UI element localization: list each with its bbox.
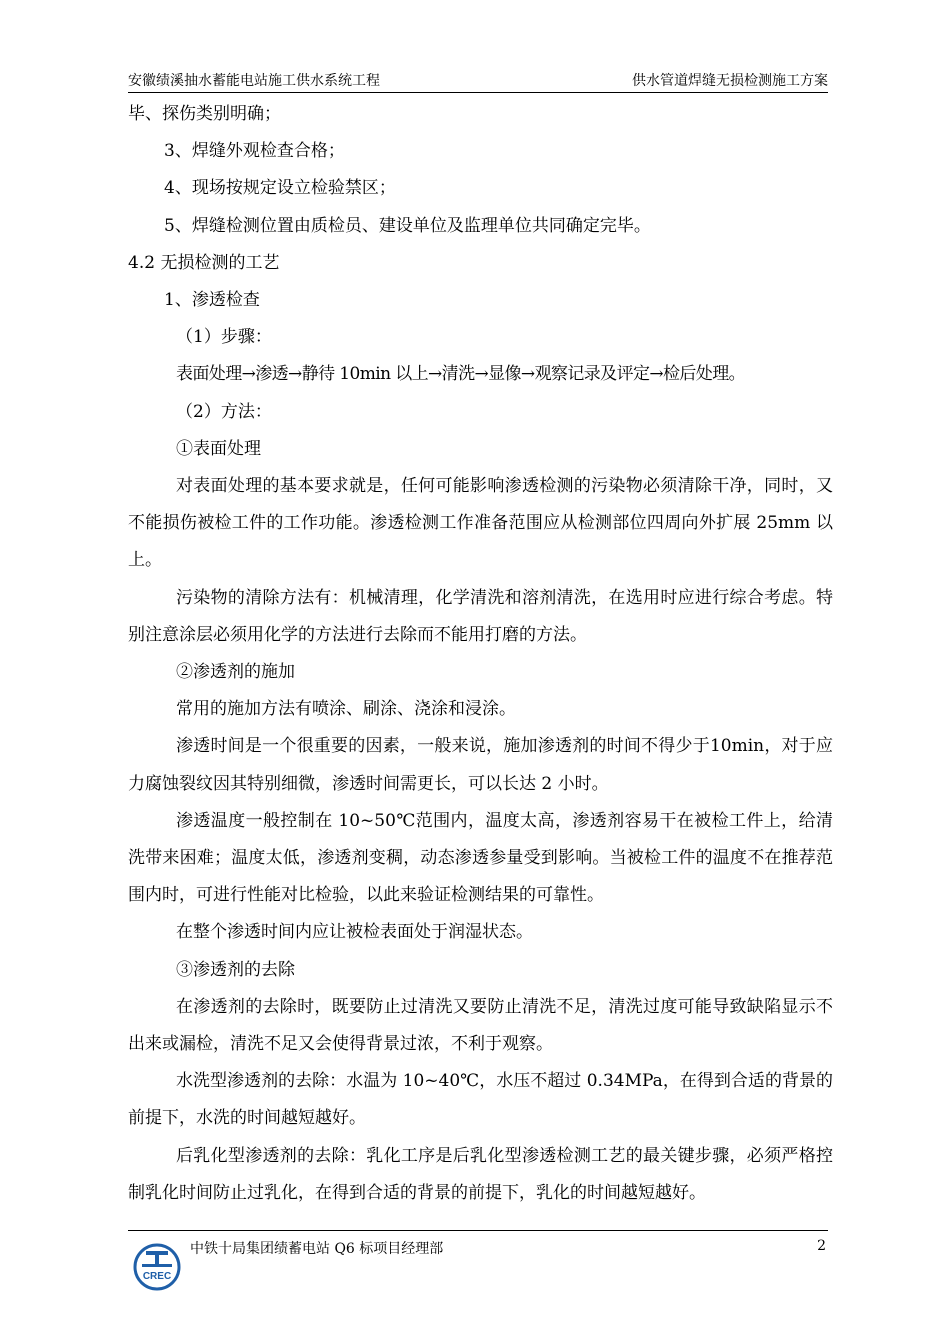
footer-rule <box>128 1230 828 1231</box>
body-paragraph: 水洗型渗透剂的去除：水温为 10~40℃，水压不超过 0.34MPa，在得到合适的背景的前提下，水洗的时间越短越好。 <box>128 1071 833 1129</box>
company-logo-icon <box>132 1242 182 1292</box>
method-heading: ①表面处理 <box>176 438 261 459</box>
step-heading: （1）步骤： <box>176 327 272 348</box>
footer-organization: 中铁十局集团绩蓄电站 Q6 标项目经理部 <box>190 1241 444 1257</box>
body-paragraph: 污染物的清除方法有：机械清理，化学清洗和溶剂清洗，在选用时应进行综合考虑。特别注意涂层必须用化学的方法进行去除而不能用打磨的方法。 <box>128 587 833 645</box>
method-heading: ③渗透剂的去除 <box>176 959 295 980</box>
subsection-heading: 1、渗透检查 <box>164 290 260 311</box>
body-line: 毕、探伤类别明确； <box>128 104 281 124</box>
page-footer <box>128 1230 828 1320</box>
page-header <box>128 70 828 93</box>
body-line: 在整个渗透时间内应让被检表面处于润湿状态。 <box>176 922 533 943</box>
body-paragraph: 渗透温度一般控制在 10~50℃范围内，温度太高，渗透剂容易干在被检工件上，给清洗带来困难；温度太低，渗透剂变稠，动态渗透参量受到影响。当被检工件的温度不在推荐范围内时，可进行性能对比检验，以此来验证检测结果的可靠性。 <box>128 810 833 906</box>
body-line: 3、焊缝外观检查合格； <box>164 141 345 162</box>
body-line: 常用的施加方法有喷涂、刷涂、浇涂和浸涂。 <box>176 699 516 720</box>
page-number: 2 <box>817 1238 826 1254</box>
body-line: 表面处理→渗透→静待 10min 以上→清洗→显像→观察记录及评定→检后处理。 <box>176 364 746 385</box>
header-document-title: 供水管道焊缝无损检测施工方案 <box>632 73 828 89</box>
body-line: 4、现场按规定设立检验禁区； <box>164 178 396 199</box>
logo-text: CREC <box>142 1271 172 1282</box>
body-paragraph: 后乳化型渗透剂的去除：乳化工序是后乳化型渗透检测工艺的最关键步骤，必须严格控制乳化时间防止过乳化，在得到合适的背景的前提下，乳化的时间越短越好。 <box>128 1145 833 1203</box>
body-paragraph: 渗透时间是一个很重要的因素，一般来说，施加渗透剂的时间不得少于10min，对于应力腐蚀裂纹因其特别细微，渗透时间需更长，可以长达 2 小时。 <box>128 736 833 794</box>
body-paragraph: 对表面处理的基本要求就是，任何可能影响渗透检测的污染物必须清除干净，同时，又不能损伤被检工件的工作功能。渗透检测工作准备范围应从检测部位四周向外扩展 25mm 以上。 <box>128 476 833 571</box>
section-heading: 4.2 无损检测的工艺 <box>128 252 280 273</box>
body-line: 5、焊缝检测位置由质检员、建设单位及监理单位共同确定完毕。 <box>164 215 651 236</box>
body-paragraph: 在渗透剂的去除时，既要防止过清洗又要防止清洗不足，清洗过度可能导致缺陷显示不出来或漏检，清洗不足又会使得背景过浓，不利于观察。 <box>128 996 833 1055</box>
step-heading: （2）方法： <box>176 401 272 422</box>
header-project-title: 安徽绩溪抽水蓄能电站施工供水系统工程 <box>128 73 380 89</box>
document-body <box>128 96 833 1212</box>
method-heading: ②渗透剂的施加 <box>176 662 295 683</box>
